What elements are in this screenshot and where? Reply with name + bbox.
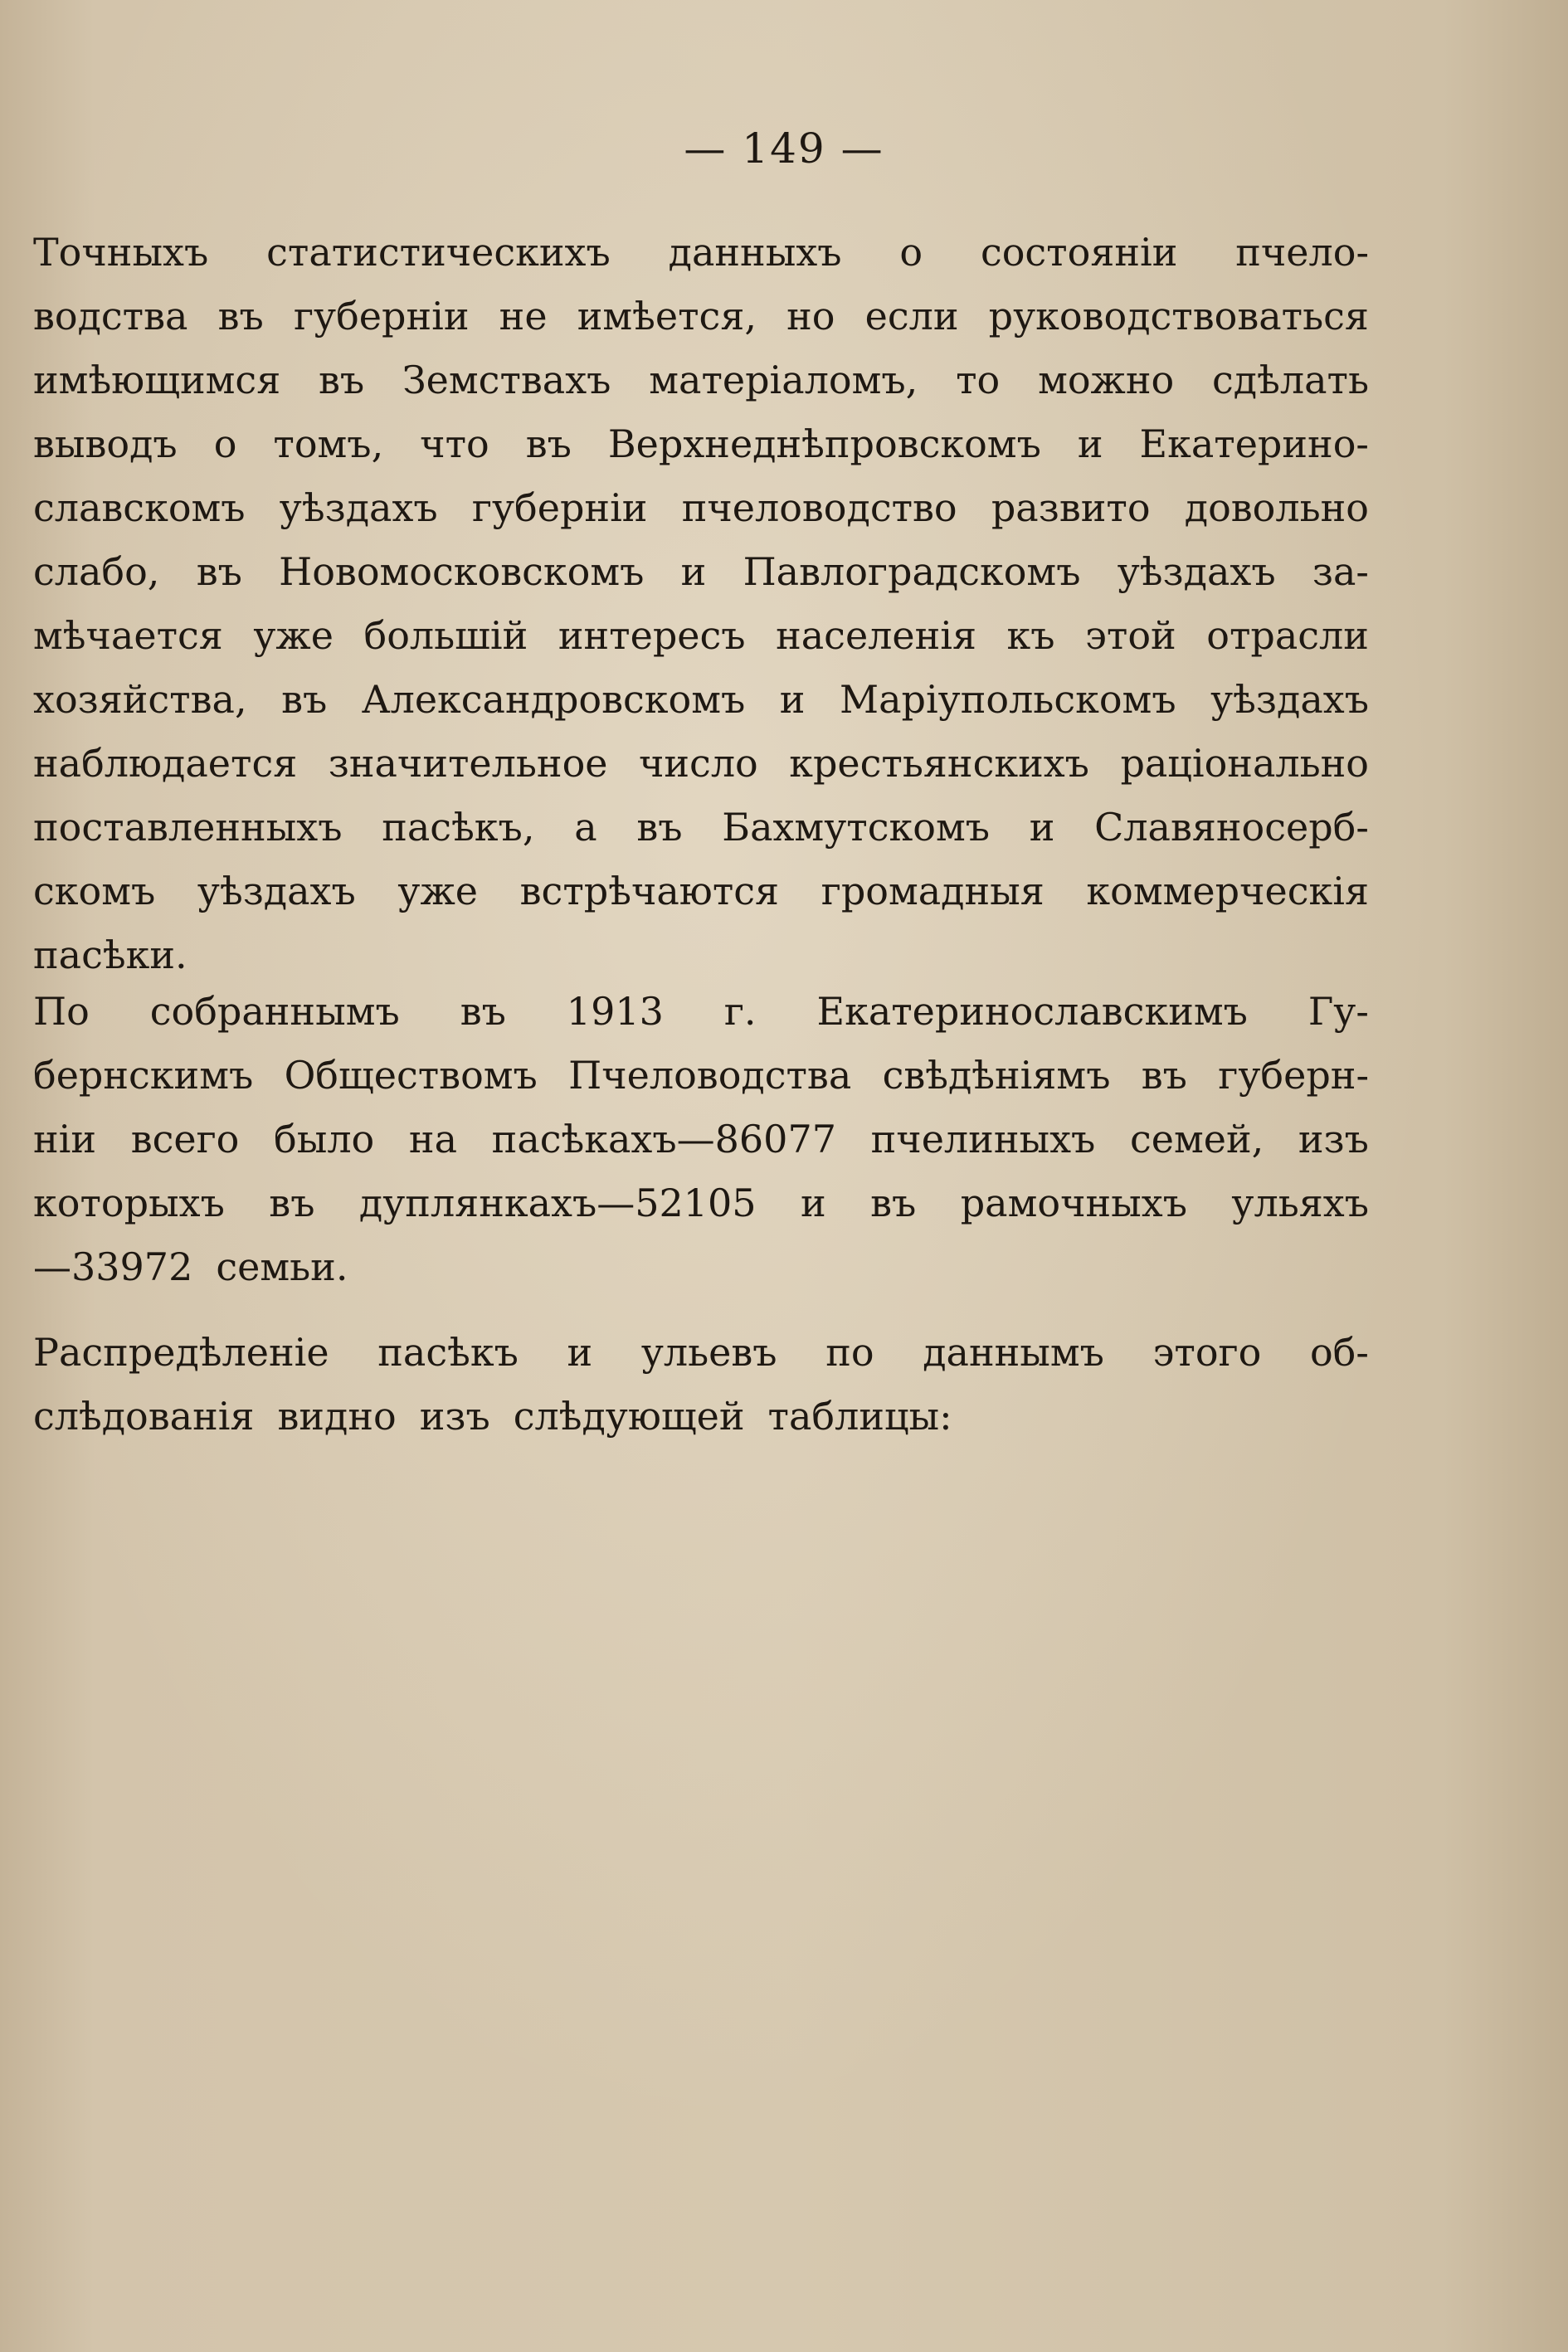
text-line: скомъ уѣздахъ уже встрѣчаются громадныя коммерческія: [33, 869, 1369, 913]
text-line: Распредѣленіе пасѣкъ и ульевъ по даннымъ этого об-: [33, 1330, 1369, 1375]
text-line: слѣдованія видно изъ слѣдующей таблицы:: [33, 1394, 952, 1439]
paragraph-table-intro: [33, 1321, 1369, 1449]
text-line: поставленныхъ пасѣкъ, а въ Бахмутскомъ и Славяносерб-: [33, 805, 1369, 850]
text-line: слабо, въ Новомосковскомъ и Павлоградскомъ уѣздахъ за-: [33, 549, 1369, 594]
text-line: выводъ о томъ, что въ Верхнеднѣпровскомъ и Екатерино-: [33, 421, 1369, 466]
text-line: пасѣки.: [33, 933, 187, 977]
paragraph-beekeeping-overview: [33, 221, 1369, 987]
text-line: —33972 семьи.: [33, 1244, 348, 1289]
text-line: имѣющимся въ Земствахъ матеріаломъ, то можно сдѣлать: [33, 358, 1369, 402]
text-line: наблюдается значительное число крестьянскихъ раціонально: [33, 741, 1369, 786]
text-line: которыхъ въ дуплянкахъ—52105 и въ рамочныхъ ульяхъ: [33, 1181, 1369, 1225]
text-line: хозяйства, въ Александровскомъ и Маріупольскомъ уѣздахъ: [33, 677, 1369, 722]
text-line: По собраннымъ въ 1913 г. Екатеринославскимъ Гу-: [33, 989, 1369, 1034]
paragraph-1913-survey: [33, 980, 1369, 1299]
text-line: бернскимъ Обществомъ Пчеловодства свѣдѣніямъ въ губерн-: [33, 1053, 1369, 1098]
text-line: ніи всего было на пасѣкахъ—86077 пчелиныхъ семей, изъ: [33, 1117, 1369, 1161]
text-line: Точныхъ статистическихъ данныхъ о состояніи пчело-: [33, 230, 1369, 275]
text-line: славскомъ уѣздахъ губерніи пчеловодство развито довольно: [33, 485, 1369, 530]
page-number: — 149 —: [684, 124, 884, 173]
text-line: водства въ губерніи не имѣется, но если руководствоваться: [33, 294, 1369, 338]
text-line: мѣчается уже большій интересъ населенія къ этой отрасли: [33, 613, 1369, 658]
